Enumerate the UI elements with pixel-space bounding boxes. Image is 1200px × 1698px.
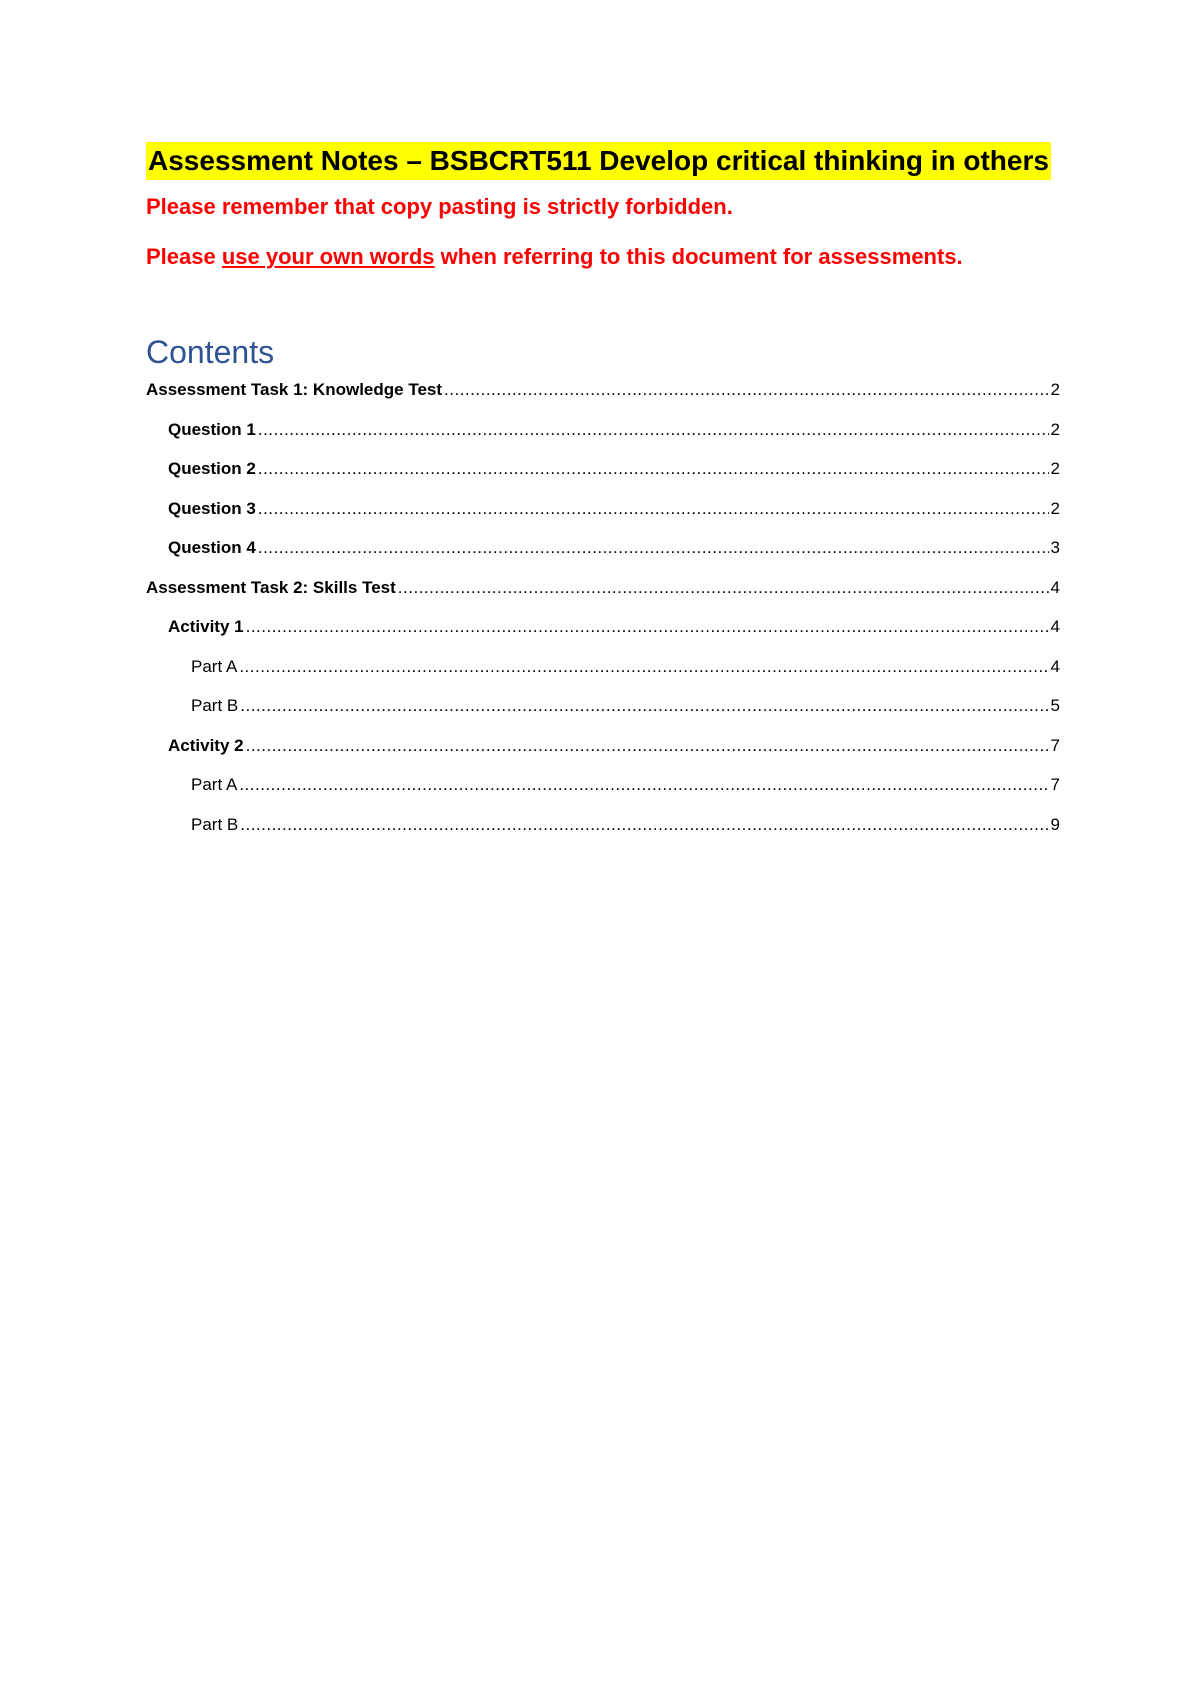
toc-dot-leader bbox=[398, 576, 1049, 600]
toc-page-number: 2 bbox=[1050, 498, 1060, 518]
table-of-contents bbox=[146, 378, 1060, 852]
toc-dot-leader bbox=[246, 734, 1049, 758]
own-words-emphasis: use your own words bbox=[221, 244, 435, 269]
toc-entry-activity-1-part-a[interactable] bbox=[146, 655, 1060, 695]
toc-dot-leader bbox=[239, 655, 1048, 679]
toc-entry-label: Question 4 bbox=[168, 538, 256, 557]
toc-dot-leader bbox=[246, 615, 1049, 639]
toc-entry-label: Part A bbox=[191, 656, 238, 676]
page-content bbox=[146, 142, 1060, 852]
toc-page-number: 3 bbox=[1050, 538, 1060, 557]
toc-dot-leader bbox=[258, 497, 1049, 521]
toc-page-number: 7 bbox=[1050, 775, 1060, 794]
toc-page-number: 4 bbox=[1050, 577, 1060, 597]
toc-entry-label: Activity 1 bbox=[168, 617, 244, 636]
toc-dot-leader bbox=[239, 773, 1048, 797]
toc-page-number: 2 bbox=[1050, 380, 1060, 399]
toc-dot-leader bbox=[240, 813, 1048, 837]
toc-entry-question-2[interactable] bbox=[146, 457, 1060, 497]
toc-entry-activity-1-part-b[interactable] bbox=[146, 694, 1060, 734]
toc-page-number: 2 bbox=[1050, 419, 1060, 439]
toc-dot-leader bbox=[258, 418, 1049, 442]
own-words-warning-prefix: Please bbox=[146, 244, 222, 269]
toc-dot-leader bbox=[258, 536, 1049, 560]
toc-entry-label: Part B bbox=[191, 814, 239, 834]
toc-page-number: 5 bbox=[1050, 696, 1060, 715]
toc-entry-activity-2-part-a[interactable] bbox=[146, 773, 1060, 813]
toc-entry-activity-1[interactable] bbox=[146, 615, 1060, 655]
own-words-warning bbox=[146, 242, 1060, 272]
toc-entry-assessment-task-2[interactable] bbox=[146, 576, 1060, 616]
contents-heading: Contents bbox=[146, 334, 275, 370]
toc-dot-leader bbox=[240, 694, 1048, 718]
toc-entry-activity-2-part-b[interactable] bbox=[146, 813, 1060, 853]
own-words-warning-suffix: when referring to this document for assessments. bbox=[434, 244, 963, 269]
toc-entry-activity-2[interactable] bbox=[146, 734, 1060, 774]
toc-entry-question-4[interactable] bbox=[146, 536, 1060, 576]
toc-entry-assessment-task-1[interactable] bbox=[146, 378, 1060, 418]
toc-entry-label: Assessment Task 1: Knowledge Test bbox=[146, 380, 443, 399]
toc-entry-label: Activity 2 bbox=[168, 735, 244, 755]
toc-dot-leader bbox=[444, 378, 1049, 402]
toc-entry-label: Part B bbox=[191, 696, 239, 715]
toc-page-number: 2 bbox=[1050, 459, 1060, 478]
toc-entry-label: Question 2 bbox=[168, 459, 256, 478]
document-title: Assessment Notes – BSBCRT511 Develop critical thinking in others bbox=[146, 142, 1051, 180]
toc-page-number: 4 bbox=[1050, 617, 1060, 636]
toc-page-number: 9 bbox=[1050, 814, 1060, 834]
toc-entry-label: Part A bbox=[191, 775, 238, 794]
toc-page-number: 4 bbox=[1050, 656, 1060, 676]
copy-paste-warning: Please remember that copy pasting is strictly forbidden. bbox=[146, 194, 733, 219]
toc-entry-label: Question 1 bbox=[168, 419, 256, 439]
toc-entry-label: Question 3 bbox=[168, 498, 256, 518]
toc-entry-label: Assessment Task 2: Skills Test bbox=[146, 577, 396, 597]
toc-entry-question-3[interactable] bbox=[146, 497, 1060, 537]
toc-entry-question-1[interactable] bbox=[146, 418, 1060, 458]
toc-dot-leader bbox=[258, 457, 1049, 481]
toc-page-number: 7 bbox=[1050, 735, 1060, 755]
